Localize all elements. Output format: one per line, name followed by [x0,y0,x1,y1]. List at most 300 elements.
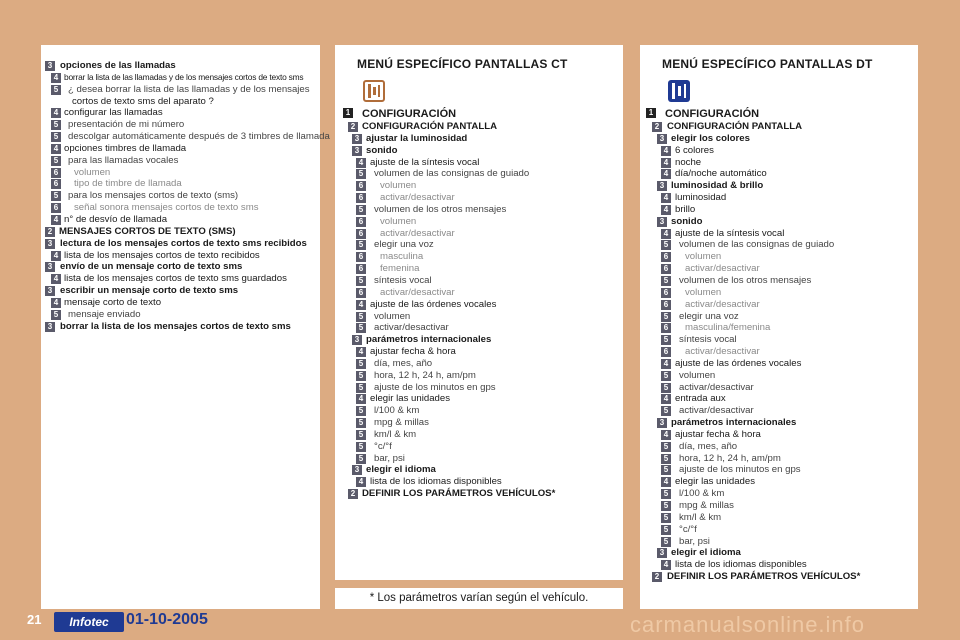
edition-date: 01-10-2005 [126,611,208,628]
menu-row [335,311,623,323]
menu-row-label: CONFIGURACIÓN [362,108,457,120]
level-badge: 4 [51,108,61,118]
menu-row [41,167,320,179]
menu-row-label: elegir el idioma [366,464,436,476]
menu-row [640,263,918,275]
menu-row [640,571,918,583]
menu-row [41,226,320,238]
menu-row [640,358,918,370]
level-badge: 4 [356,347,366,357]
level-badge: 6 [51,179,61,189]
menu-row [335,107,623,121]
level-badge: 4 [51,215,61,225]
menu-row-label: km/l & km [374,428,417,440]
menu-row [41,261,320,273]
menu-row [640,536,918,548]
menu-row-label: volumen [679,369,716,381]
menu-row [335,488,623,500]
menu-row-label: día, mes, año [374,357,433,369]
menu-row-label: ajustar la luminosidad [366,132,468,144]
level-badge: 3 [45,262,55,272]
level-badge: 5 [356,418,366,428]
menu-row [640,500,918,512]
menu-row-label: volumen [685,286,722,298]
level-badge: 5 [661,335,671,345]
menu-row-label: volumen [380,215,417,227]
menu-row [640,133,918,145]
level-badge: 5 [661,312,671,322]
menu-row-label: femenina [380,263,420,275]
menu-row-label: activar/desactivar [679,405,754,417]
menu-row-label: lista de los idiomas disponibles [675,559,807,571]
menu-row [41,72,320,84]
level-badge: 3 [657,217,667,227]
level-badge: 6 [356,252,366,262]
menu-row-label: CONFIGURACIÓN PANTALLA [362,121,498,132]
menu-row-label: elegir las unidades [675,476,756,488]
menu-row-label: para los mensajes cortos de texto (sms) [68,190,239,202]
level-badge: 6 [51,168,61,178]
menu-row [335,382,623,394]
level-badge: 6 [661,264,671,274]
level-badge: 1 [646,108,656,118]
menu-row [640,322,918,334]
menu-row [41,202,320,214]
level-badge: 5 [51,191,61,201]
menu-row [41,96,320,108]
menu-row [41,143,320,155]
menu-row [335,417,623,429]
level-badge: 5 [356,312,366,322]
level-badge: 5 [51,85,61,95]
page-number: 21 [27,612,42,627]
infotec-logo: Infotec [54,612,124,632]
menu-row [335,216,623,228]
level-badge: 5 [51,132,61,142]
menu-row [335,228,623,240]
menu-row [335,168,623,180]
menu-row-label: mensaje corto de texto [64,296,162,308]
menu-row-label: volumen de los otros mensajes [679,274,812,286]
menu-row [640,287,918,299]
menu-row [640,370,918,382]
ct-icon-row [363,80,395,102]
menu-row-label: lectura de los mensajes cortos de texto sms recibidos [60,237,307,249]
menu-row-label: parámetros internacionales [366,334,492,346]
level-badge: 3 [45,286,55,296]
level-badge: 4 [51,274,61,284]
level-badge: 4 [356,158,366,168]
menu-row-label: elegir el idioma [671,547,741,559]
menu-row-label: CONFIGURACIÓN PANTALLA [667,121,803,132]
menu-row [640,204,918,216]
level-badge: 2 [348,122,358,132]
level-badge: 3 [45,239,55,249]
level-badge: 5 [51,156,61,166]
dt-menu-list [640,107,918,583]
level-badge: 5 [661,383,671,393]
menu-row [335,157,623,169]
menu-row [41,190,320,202]
menu-row-label: día, mes, año [679,440,738,452]
menu-row-label: presentación de mi número [68,119,185,131]
level-badge: 4 [661,430,671,440]
menu-row [640,429,918,441]
menu-row-label: entrada aux [675,393,726,405]
menu-row-label: envío de un mensaje corto de texto sms [60,261,243,273]
level-badge: 6 [356,217,366,227]
menu-row-label: masculina [380,251,424,263]
menu-row-label: ajuste de las órdenes vocales [675,357,802,369]
menu-row [41,297,320,309]
menu-row-label: configurar las llamadas [64,107,163,119]
level-badge: 4 [51,73,61,83]
menu-row-label: lista de los mensajes cortos de texto sms guardados [64,273,287,285]
menu-row [335,334,623,346]
menu-row-label: l/100 & km [374,405,420,417]
watermark: carmanualsonline.info [630,612,866,637]
menu-row-label: brillo [675,203,696,215]
level-badge: 1 [343,108,353,118]
level-badge: 4 [51,251,61,261]
level-badge: 5 [356,205,366,215]
menu-row-label: borrar la lista de las llamadas y de los mensajes cortos de texto sms [64,71,304,82]
display-settings-icon [363,80,385,102]
menu-row [640,311,918,323]
menu-row-label: opciones de las llamadas [60,60,176,71]
ct-menu-panel [335,45,623,580]
menu-row [41,238,320,250]
level-badge: 5 [356,430,366,440]
menu-row-label: elegir los colores [671,132,750,144]
menu-row [640,524,918,536]
menu-row [335,180,623,192]
menu-row-label: sonido [366,144,398,156]
left-menu-panel [41,45,330,609]
level-badge: 6 [661,323,671,333]
level-badge: 4 [356,300,366,310]
menu-row-label: tipo de timbre de llamada [74,178,182,190]
level-badge: 4 [661,146,671,156]
menu-row [41,178,320,190]
menu-row-label: lista de los mensajes cortos de texto recibidos [64,249,260,261]
menu-row-label: activar/desactivar [685,346,760,358]
level-badge: 5 [661,371,671,381]
menu-row [640,275,918,287]
level-badge: 5 [356,359,366,369]
menu-row-label: volumen de las consignas de guiado [374,168,530,180]
menu-row-label: síntesis vocal [679,334,737,346]
menu-row [335,263,623,275]
menu-row [335,133,623,145]
level-badge: 5 [661,442,671,452]
menu-row-label: volumen [685,251,722,263]
menu-row [640,464,918,476]
menu-row [640,145,918,157]
menu-row [335,405,623,417]
menu-row [41,321,320,333]
menu-row-label: MENSAJES CORTOS DE TEXTO (SMS) [59,225,236,237]
menu-row [41,309,320,321]
menu-row [41,84,320,96]
menu-row [41,285,320,297]
menu-row-label: día/noche automático [675,168,767,180]
menu-row-label: ajustar fecha & hora [675,428,761,440]
menu-row-label: activar/desactivar [685,263,760,275]
dt-panel-title: MENÚ ESPECÍFICO PANTALLAS DT [662,57,873,71]
level-badge: 6 [356,181,366,191]
menu-row [41,155,320,167]
menu-row-label: luminosidad & brillo [671,180,764,192]
level-badge: 5 [661,454,671,464]
level-badge: 6 [661,288,671,298]
menu-row-label: activar/desactivar [380,227,455,239]
level-badge: 4 [51,144,61,154]
menu-row-label: activar/desactivar [374,322,449,334]
menu-row-label: volumen [74,166,111,178]
level-badge: 5 [661,406,671,416]
menu-row [335,322,623,334]
level-badge: 5 [356,406,366,416]
menu-row-label: volumen [374,310,411,322]
menu-row-label: elegir las unidades [370,393,451,405]
menu-row [640,346,918,358]
footnote: * Los parámetros varían según el vehículo. [335,588,623,609]
menu-row-label: borrar la lista de los mensajes cortos de texto sms [60,320,291,332]
level-badge: 5 [356,169,366,179]
menu-row-label: opciones timbres de llamada [64,142,187,154]
level-badge: 5 [356,371,366,381]
menu-row-label: parámetros internacionales [671,417,797,429]
menu-row [335,464,623,476]
menu-row-label: masculina/femenina [685,322,771,334]
level-badge: 2 [652,572,662,582]
level-badge: 5 [661,525,671,535]
menu-row-label: cortos de texto sms del aparato ? [72,95,214,107]
level-badge: 2 [45,227,55,237]
menu-row [640,488,918,500]
level-badge: 5 [661,276,671,286]
menu-row [41,250,320,262]
menu-row [640,251,918,263]
menu-row-label: elegir una voz [679,310,739,322]
menu-row [640,168,918,180]
level-badge: 4 [661,560,671,570]
level-badge: 6 [356,264,366,274]
menu-row [640,228,918,240]
level-badge: 6 [661,300,671,310]
level-badge: 3 [352,134,362,144]
menu-row [41,60,320,72]
level-badge: 4 [661,158,671,168]
menu-row-label: km/l & km [679,511,722,523]
level-badge: 5 [356,454,366,464]
level-badge: 3 [352,465,362,475]
level-badge: 3 [45,322,55,332]
menu-row [640,476,918,488]
menu-row-label: bar, psi [374,452,405,464]
menu-row [640,393,918,405]
menu-row [335,299,623,311]
menu-row [335,476,623,488]
menu-row [335,370,623,382]
level-badge: 4 [51,298,61,308]
level-badge: 6 [51,203,61,213]
menu-row [335,393,623,405]
menu-row-label: 6 colores [675,144,714,156]
level-badge: 2 [652,122,662,132]
menu-row [335,275,623,287]
menu-row [640,405,918,417]
level-badge: 5 [356,240,366,250]
menu-row [640,107,918,121]
level-badge: 5 [356,442,366,452]
level-badge: 6 [356,193,366,203]
menu-row [41,119,320,131]
level-badge: 5 [356,276,366,286]
level-badge: 5 [51,310,61,320]
ct-menu-list [335,107,623,500]
menu-row-label: l/100 & km [679,488,725,500]
menu-row [640,157,918,169]
menu-row [335,239,623,251]
menu-row-label: hora, 12 h, 24 h, am/pm [374,369,476,381]
level-badge: 3 [45,61,55,71]
menu-row-label: ajuste de la síntesis vocal [675,227,785,239]
menu-row-label: lista de los idiomas disponibles [370,476,502,488]
level-badge: 6 [661,252,671,262]
menu-row [335,204,623,216]
level-badge: 5 [356,383,366,393]
display-settings-icon [668,80,690,102]
level-badge: 5 [51,120,61,130]
level-badge: 4 [661,394,671,404]
menu-row-label: mpg & millas [374,417,429,429]
menu-row-label: ¿ desea borrar la lista de las llamadas y de los mensajes [68,83,310,95]
menu-row [335,441,623,453]
menu-row-label: mpg & millas [679,500,734,511]
menu-row [640,547,918,559]
menu-row-label: ajuste de los minutos en gps [374,381,496,393]
menu-row [335,145,623,157]
menu-row [335,453,623,465]
menu-row [41,131,330,143]
menu-row [335,251,623,263]
menu-row [640,192,918,204]
menu-row-label: CONFIGURACIÓN [665,108,760,120]
menu-row [335,192,623,204]
menu-row-label: señal sonora mensajes cortos de texto sms [74,202,259,214]
menu-row-label: activar/desactivar [380,286,455,298]
menu-row-label: ajuste de las órdenes vocales [370,298,497,310]
menu-row-label: sonido [671,215,703,227]
level-badge: 4 [661,193,671,203]
menu-row [335,346,623,358]
menu-row-label: activar/desactivar [685,298,760,310]
menu-row [41,273,320,285]
menu-row-label: ajuste de los minutos en gps [679,464,801,476]
menu-row [640,382,918,394]
menu-row [640,441,918,453]
level-badge: 6 [356,288,366,298]
menu-row-label: síntesis vocal [374,274,432,286]
menu-row-label: DEFINIR LOS PARÁMETROS VEHÍCULOS* [667,571,861,583]
menu-row-label: mensaje enviado [68,308,141,320]
level-badge: 5 [661,513,671,523]
menu-row [640,180,918,192]
menu-row-label: activar/desactivar [679,381,754,393]
menu-row [640,239,918,251]
menu-row [640,559,918,571]
level-badge: 3 [657,134,667,144]
menu-row-label: ajuste de la síntesis vocal [370,156,480,168]
level-badge: 5 [356,323,366,333]
menu-row [640,216,918,228]
menu-row [335,429,623,441]
menu-row-label: °c/°f [374,440,392,452]
menu-row [335,121,623,133]
menu-row-label: activar/desactivar [380,192,455,204]
menu-row-label: DEFINIR LOS PARÁMETROS VEHÍCULOS* [362,488,556,500]
level-badge: 4 [661,205,671,215]
level-badge: 5 [661,501,671,511]
menu-row-label: volumen [380,180,417,192]
menu-row [640,299,918,311]
dt-menu-panel [640,45,918,609]
level-badge: 3 [657,548,667,558]
level-badge: 3 [352,146,362,156]
menu-row [640,453,918,465]
level-badge: 2 [348,489,358,499]
level-badge: 5 [661,537,671,547]
menu-row-label: volumen de los otros mensajes [374,203,507,215]
menu-row [335,287,623,299]
menu-row-label: escribir un mensaje corto de texto sms [60,285,239,297]
level-badge: 5 [661,465,671,475]
menu-row-label: volumen de las consignas de guiado [679,239,835,251]
menu-row [41,214,320,226]
level-badge: 3 [352,335,362,345]
ct-panel-title: MENÚ ESPECÍFICO PANTALLAS CT [357,57,568,71]
level-badge: 6 [661,347,671,357]
menu-row-label: elegir una voz [374,239,434,251]
level-badge: 5 [661,489,671,499]
menu-row-label: °c/°f [679,523,697,535]
menu-row-label: noche [675,156,702,168]
menu-row-label: n° de desvío de llamada [64,213,168,225]
menu-row [335,358,623,370]
level-badge: 6 [356,229,366,239]
level-badge: 3 [657,181,667,191]
menu-row [640,512,918,524]
menu-row [640,121,918,133]
menu-row [640,417,918,429]
menu-row [640,334,918,346]
level-badge: 4 [356,394,366,404]
level-badge: 4 [661,229,671,239]
menu-row-label: luminosidad [675,192,727,204]
level-badge: 3 [657,418,667,428]
level-badge: 5 [661,240,671,250]
level-badge: 4 [356,477,366,487]
dt-icon-row [668,80,700,102]
level-badge: 4 [661,359,671,369]
menu-row-label: hora, 12 h, 24 h, am/pm [679,452,781,464]
menu-row [41,107,320,119]
level-badge: 4 [661,169,671,179]
menu-row-label: ajustar fecha & hora [370,346,456,358]
left-menu-list [41,60,330,332]
